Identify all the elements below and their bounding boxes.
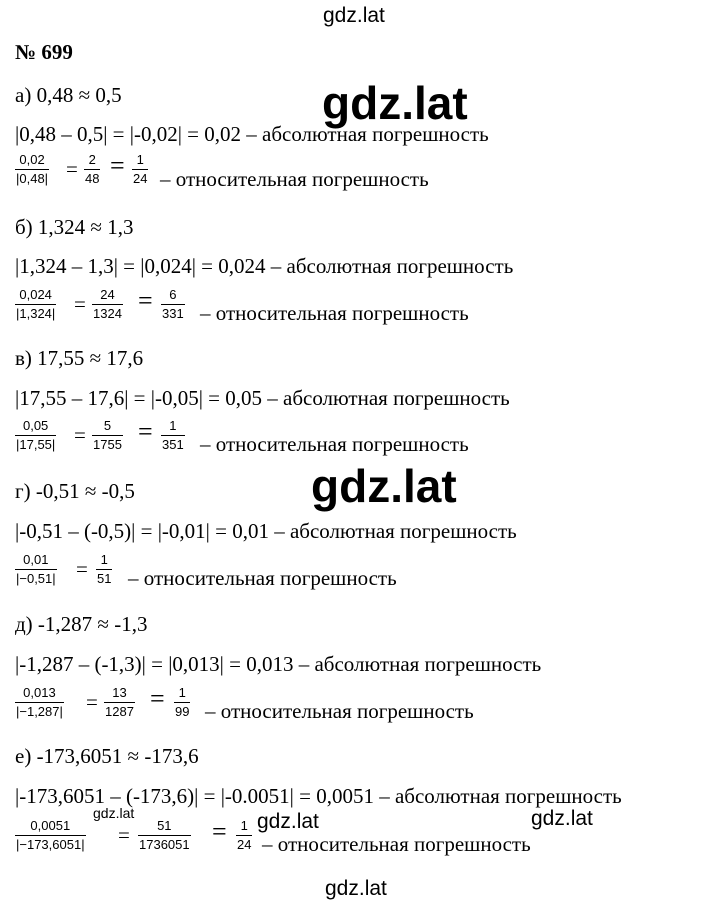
part-e-fraction-3: $\frac{1}{24}$ (237, 818, 252, 852)
equals-sign: = (138, 417, 153, 446)
part-v-fraction-3: $\frac{1}{351}$ (162, 418, 184, 452)
equals-sign: = (74, 292, 86, 316)
part-a-fraction-3: $\frac{1}{24}$ (133, 152, 148, 186)
equals-sign: = (212, 817, 227, 846)
equals-sign: = (86, 690, 98, 714)
part-v-relative-error-label: – относительная погрешность (200, 432, 469, 456)
part-d-absolute-error: |-1,287 – (-1,3)| = |0,013| = 0,013 – абсолютная погрешность (15, 652, 542, 676)
watermark-mid-1: gdz.lat (257, 810, 319, 833)
watermark-bottom: gdz.lat (325, 877, 387, 900)
part-e-fraction-2: $\frac{51}{1736051}$ (139, 818, 190, 852)
part-b-absolute-error: |1,324 – 1,3| = |0,024| = 0,024 – абсолютная погрешность (15, 254, 514, 278)
part-v-fraction-1: $\frac{0,05}{|17,55|}$ (16, 418, 56, 452)
part-e-absolute-error: |-173,6051 – (-173,6)| = |-0.0051| = 0,0051 – абсолютная погрешность (15, 784, 622, 808)
part-d-heading: д) -1,287 ≈ -1,3 (15, 612, 148, 636)
part-v-fraction-2: $\frac{5}{1755}$ (93, 418, 122, 452)
part-e-fraction-1: $\frac{0,0051}{|-173,6051|}$ (16, 818, 85, 852)
part-a-heading: а) 0,48 ≈ 0,5 (15, 83, 122, 107)
part-g-relative-error-label: – относительная погрешность (128, 566, 397, 590)
part-e-relative-error-label: – относительная погрешность (262, 832, 531, 856)
part-g-fraction-1: $\frac{0,01}{|-0,51|}$ (16, 552, 56, 586)
part-d-fraction-1: $\frac{0,013}{|-1,287|}$ (16, 685, 63, 719)
part-a-absolute-error: |0,48 – 0,5| = |-0,02| = 0,02 – абсолютная погрешность (15, 122, 489, 146)
part-a-fraction-2: $\frac{2}{48}$ (85, 152, 100, 186)
part-g-heading: г) -0,51 ≈ -0,5 (15, 479, 135, 503)
watermark-small: gdz.lat (93, 805, 135, 821)
equals-sign: = (76, 557, 88, 581)
part-b-relative-error-label: – относительная погрешность (200, 301, 469, 325)
equals-sign: = (110, 151, 125, 180)
part-g-fraction-2: $\frac{1}{51}$ (97, 552, 112, 586)
problem-number: № 699 (15, 40, 73, 64)
watermark-large-1: gdz.lat (322, 77, 468, 129)
part-v-absolute-error: |17,55 – 17,6| = |-0,05| = 0,05 – абсолютная погрешность (15, 386, 510, 410)
part-b-heading: б) 1,324 ≈ 1,3 (15, 215, 134, 239)
equals-sign: = (118, 823, 130, 847)
part-a-relative-error-label: – относительная погрешность (160, 167, 429, 191)
watermark-large-2: gdz.lat (311, 460, 457, 512)
equals-sign: = (150, 684, 165, 713)
watermark-mid-2: gdz.lat (531, 807, 593, 830)
part-a-fraction-1: $\frac{0,02}{|0,48|}$ (16, 152, 49, 186)
equals-sign: = (138, 286, 153, 315)
part-g-absolute-error: |-0,51 – (-0,5)| = |-0,01| = 0,01 – абсолютная погрешность (15, 519, 517, 543)
part-v-heading: в) 17,55 ≈ 17,6 (15, 346, 144, 370)
part-d-relative-error-label: – относительная погрешность (205, 699, 474, 723)
part-e-heading: е) -173,6051 ≈ -173,6 (15, 744, 199, 768)
part-b-fraction-1: $\frac{0,024}{|1,324|}$ (16, 287, 56, 321)
part-d-fraction-2: $\frac{13}{1287}$ (105, 685, 134, 719)
part-b-fraction-3: $\frac{6}{331}$ (162, 287, 184, 321)
part-b-fraction-2: $\frac{24}{1324}$ (93, 287, 122, 321)
part-d-fraction-3: $\frac{1}{99}$ (175, 685, 190, 719)
equals-sign: = (66, 157, 78, 181)
watermark-top: gdz.lat (323, 4, 385, 27)
equals-sign: = (74, 423, 86, 447)
